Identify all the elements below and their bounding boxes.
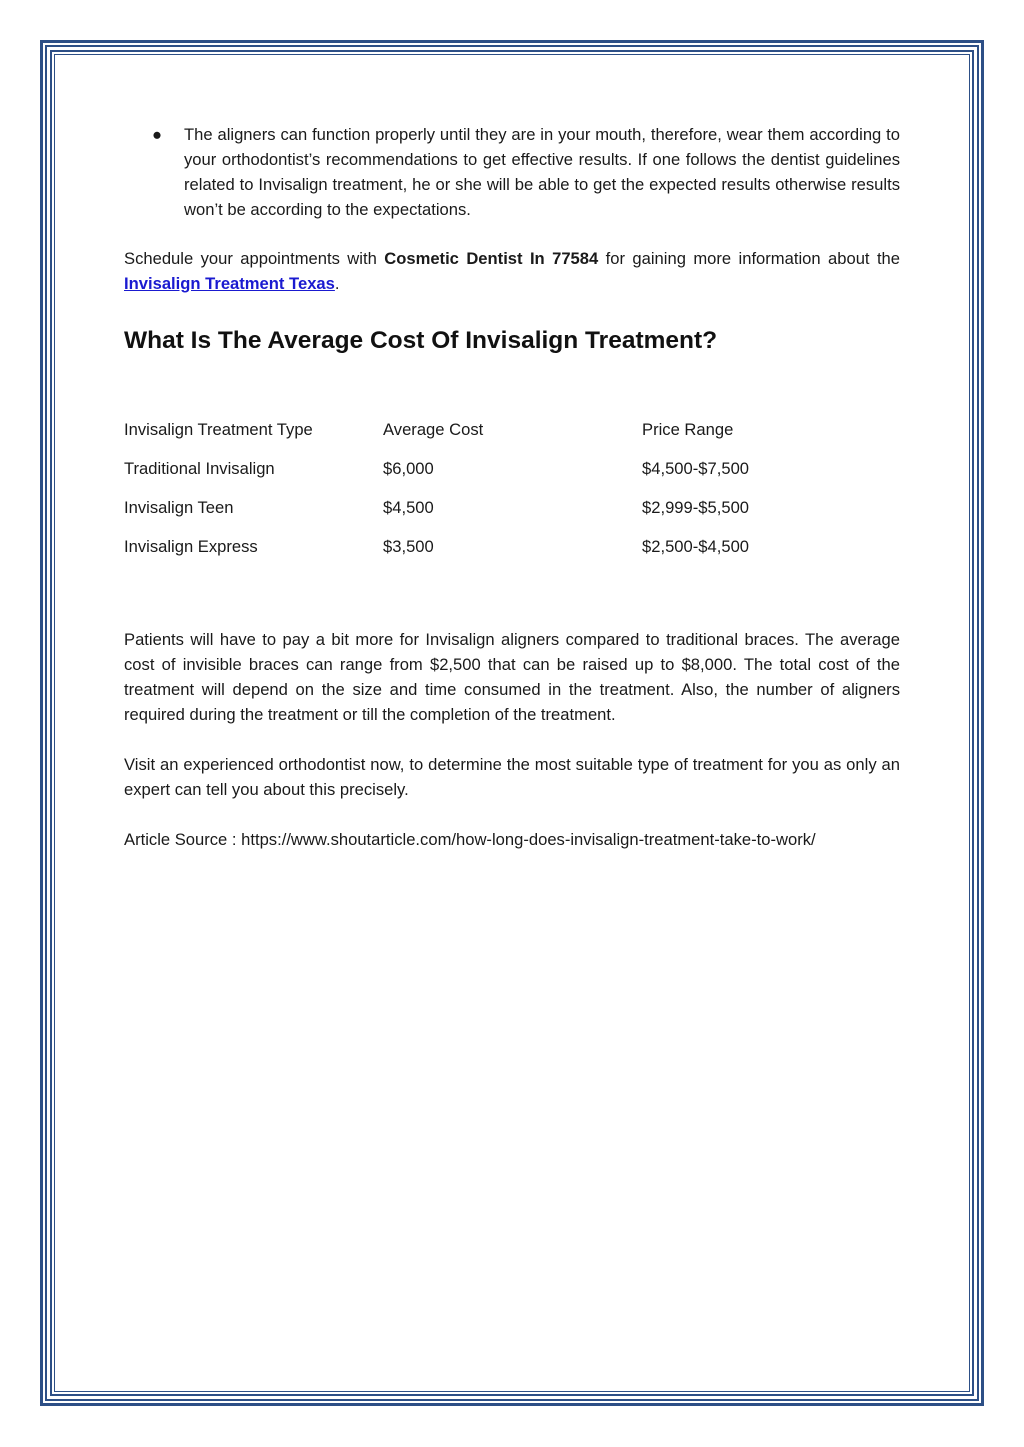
table-cell: $4,500-$7,500 — [642, 459, 750, 478]
table-cell: $4,500 — [383, 498, 434, 517]
article-source: Article Source : https://www.shoutarticle.com/how-long-does-invisalign-treatment-take-to-work/ — [124, 830, 816, 849]
bullet-text: The aligners can function properly until they are in your mouth, therefore, wear them according to your orthodontist’s recommendations to get effective results. If one follows the dentist guidelines related to Invisalign treatment, he or she will be able to get the expected results otherwise results won’t be according to the expectations. — [184, 125, 900, 219]
bullet-marker: ● — [152, 125, 163, 144]
patients-paragraph: Patients will have to pay a bit more for Invisalign aligners compared to traditional braces. The average cost of invisible braces can range from $2,500 that can be raised up to $8,000. The total cost of the treatment will depend on the size and time consumed in the treatment. Also, the number of aligners required during the treatment or till the completion of the treatment. — [124, 630, 900, 724]
table-cell: Invisalign Express — [124, 537, 258, 556]
table-cell: $2,999-$5,500 — [642, 498, 750, 517]
table-cell: $2,500-$4,500 — [642, 537, 750, 556]
section-heading: What Is The Average Cost Of Invisalign Treatment? — [124, 327, 718, 354]
table-header-cell: Average Cost — [383, 420, 484, 439]
cosmetic-dentist-text: Cosmetic Dentist In 77584 — [384, 249, 599, 268]
table-row — [124, 457, 900, 496]
visit-paragraph: Visit an experienced orthodontist now, to determine the most suitable type of treatment for you as only an expert can tell you about this precisely. — [124, 755, 900, 799]
schedule-suffix: . — [334, 274, 340, 293]
table-cell: Invisalign Teen — [124, 498, 234, 517]
document-body — [124, 122, 900, 852]
table-cell: $3,500 — [383, 537, 434, 556]
schedule-paragraph — [124, 246, 900, 296]
table-row — [124, 535, 900, 574]
schedule-prefix: Schedule your appointments with — [124, 249, 385, 268]
cost-table — [124, 418, 900, 574]
table-header-row — [124, 418, 900, 457]
list-item — [122, 122, 900, 222]
invisalign-treatment-link[interactable]: Invisalign Treatment Texas — [124, 274, 335, 293]
table-row — [124, 496, 900, 535]
schedule-middle: for gaining more information about the — [598, 249, 901, 268]
table-header-cell: Price Range — [642, 420, 734, 439]
table-cell: Traditional Invisalign — [124, 459, 275, 478]
table-header-cell: Invisalign Treatment Type — [124, 420, 313, 439]
table-cell: $6,000 — [383, 459, 434, 478]
